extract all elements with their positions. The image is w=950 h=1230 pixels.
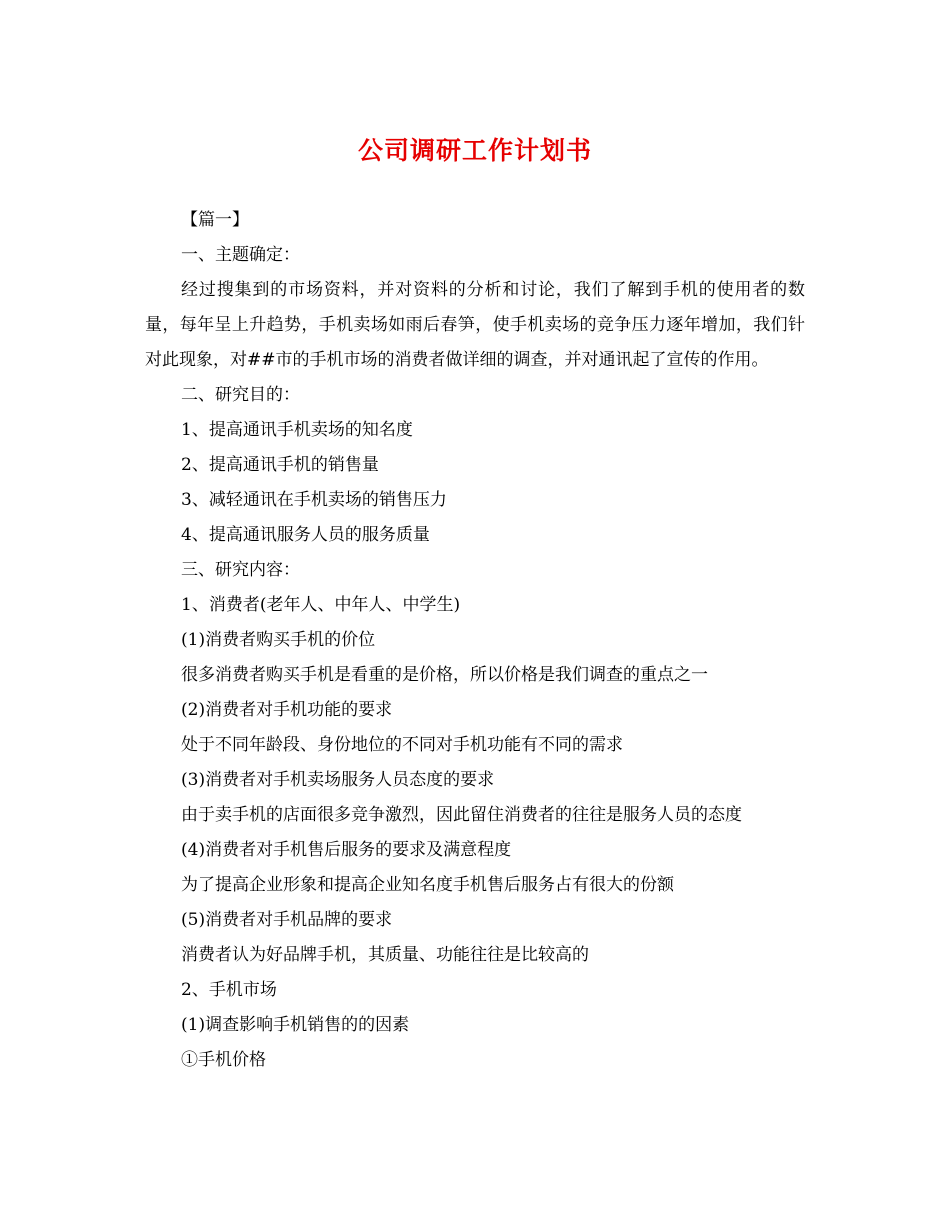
content-line: ①手机价格 (181, 1050, 266, 1070)
content-line: (3)消费者对手机卖场服务人员态度的要求 (181, 770, 495, 790)
content-line: 很多消费者购买手机是看重的是价格，所以价格是我们调查的重点之一 (181, 665, 708, 685)
goal-item: 1、提高通讯手机卖场的知名度 (181, 420, 413, 440)
heading-purpose: 二、研究目的： (181, 385, 300, 405)
paragraph-intro: 经过搜集到的市场资料，并对资料的分析和讨论，我们了解到手机的使用者的数量，每年呈上升趋势，手机卖场如雨后春笋，使手机卖场的竞争压力逐年增加，我们针对此现象，对##市的手机市场的消费者做详细的调查，并对通讯起了宣传的作用。 (145, 280, 805, 370)
section-label: 【篇一】 (181, 210, 249, 230)
content-line: (2)消费者对手机功能的要求 (181, 700, 393, 720)
content-line: (4)消费者对手机售后服务的要求及满意程度 (181, 840, 512, 860)
goal-item: 4、提高通讯服务人员的服务质量 (181, 525, 430, 545)
content-line: (1)调查影响手机销售的的因素 (181, 1015, 410, 1035)
content-line: 2、手机市场 (181, 980, 277, 1000)
goal-item: 3、减轻通讯在手机卖场的销售压力 (181, 490, 447, 510)
document-title: 公司调研工作计划书 (357, 136, 592, 165)
goal-item: 2、提高通讯手机的销售量 (181, 455, 379, 475)
content-line: 为了提高企业形象和提高企业知名度手机售后服务占有很大的份额 (181, 875, 674, 895)
content-line: 处于不同年龄段、身份地位的不同对手机功能有不同的需求 (181, 735, 623, 755)
content-line: (5)消费者对手机品牌的要求 (181, 910, 393, 930)
heading-topic: 一、主题确定： (181, 245, 300, 265)
content-line: 1、消费者(老年人、中年人、中学生) (181, 595, 461, 615)
document-body (145, 203, 805, 1078)
content-line: (1)消费者购买手机的价位 (181, 630, 376, 650)
content-line: 消费者认为好品牌手机，其质量、功能往往是比较高的 (181, 945, 589, 965)
content-line: 由于卖手机的店面很多竞争激烈，因此留住消费者的往往是服务人员的态度 (181, 805, 742, 825)
heading-content: 三、研究内容： (181, 560, 300, 580)
